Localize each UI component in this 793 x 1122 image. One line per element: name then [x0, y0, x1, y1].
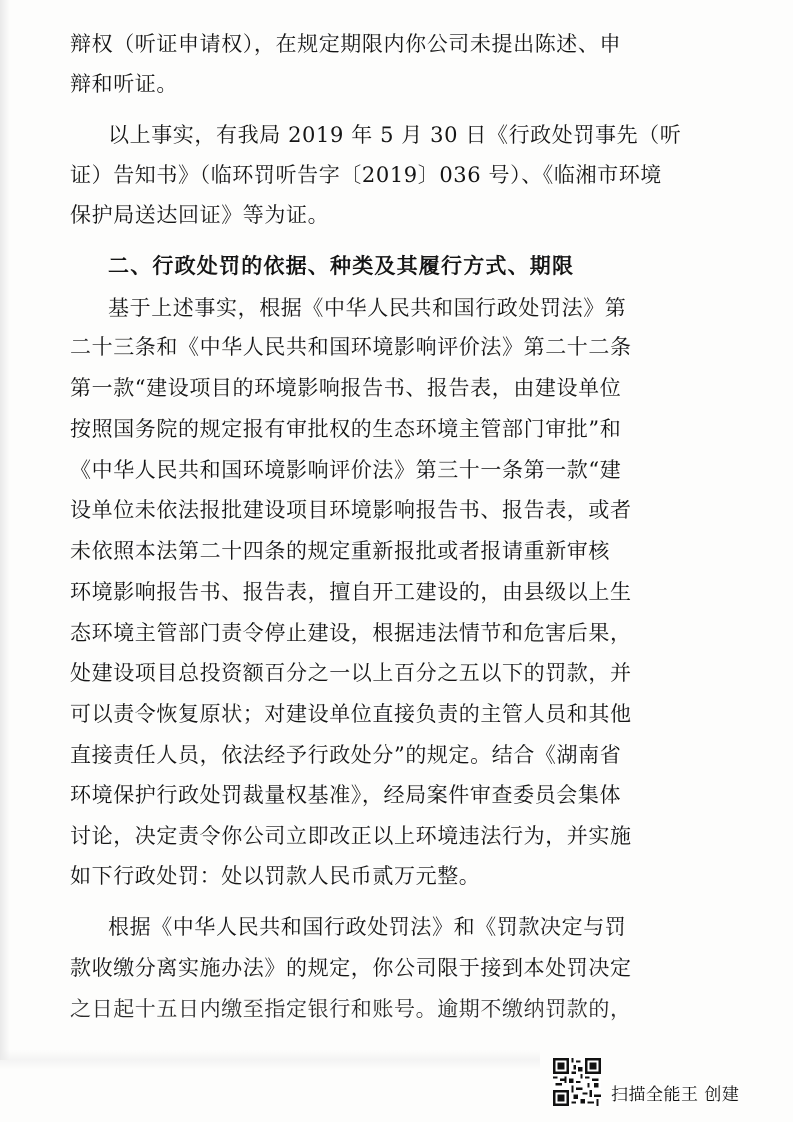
section-heading: 二、行政处罚的依据、种类及其履行方式、期限	[108, 254, 575, 278]
text-line-3: 以上事实，有我局 2019 年 5 月 30 日《行政处罚事先（听	[108, 123, 682, 147]
scanner-brand-label: 扫描全能王 创建	[611, 1085, 740, 1105]
scan-shadow-edge	[0, 0, 10, 1060]
text-line-18: 直接责任人员，依法经予行政处分”的规定。结合《湖南省	[70, 743, 622, 767]
scanner-footer	[553, 1058, 783, 1108]
text-line-13: 未依照本法第二十四条的规定重新报批或者报请重新审核	[70, 539, 610, 563]
text-line-2: 辩和听证。	[70, 72, 178, 96]
text-line-19: 环境保护行政处罚裁量权基准》，经局案件审查委员会集体	[70, 783, 622, 807]
text-line-7: 基于上述事实，根据《中华人民共和国行政处罚法》第	[108, 296, 627, 320]
text-line-21: 如下行政处罚：处以罚款人民币贰万元整。	[70, 864, 481, 888]
text-line-9: 第一款“建设项目的环境影响报告书、报告表，由建设单位	[70, 376, 622, 400]
text-line-8: 二十三条和《中华人民共和国环境影响评价法》第二十二条	[70, 335, 632, 359]
text-line-15: 态环境主管部门责令停止建设，根据违法情节和危害后果，	[70, 621, 632, 645]
text-line-1: 辩权（听证申请权），在规定期限内你公司未提出陈述、申	[70, 32, 622, 56]
scan-bleed-band	[0, 1050, 540, 1070]
text-line-11: 《中华人民共和国环境影响评价法》第三十一条第一款“建	[70, 458, 622, 482]
text-line-14: 环境影响报告书、报告表，擅自开工建设的，由县级以上生	[70, 580, 632, 604]
text-line-22: 根据《中华人民共和国行政处罚法》和《罚款决定与罚	[108, 915, 627, 939]
text-line-23: 款收缴分离实施办法》的规定，你公司限于接到本处罚决定	[70, 956, 632, 980]
text-line-12: 设单位未依法报批建设项目环境影响报告书、报告表，或者	[70, 498, 632, 522]
text-line-17: 可以责令恢复原状；对建设单位直接负责的主管人员和其他	[70, 702, 632, 726]
text-line-16: 处建设项目总投资额百分之一以上百分之五以下的罚款，并	[70, 661, 632, 685]
text-line-24: 之日起十五日内缴至指定银行和账号。逾期不缴纳罚款的，	[70, 997, 632, 1021]
qr-code-icon	[553, 1058, 601, 1106]
text-line-10: 按照国务院的规定报有审批权的生态环境主管部门审批”和	[70, 417, 622, 441]
text-line-5: 保护局送达回证》等为证。	[70, 203, 330, 227]
text-line-20: 讨论，决定责令你公司立即改正以上环境违法行为，并实施	[70, 824, 632, 848]
text-line-4: 证）告知书》（临环罚听告字〔2019〕036 号）、《临湘市环境	[70, 163, 662, 187]
